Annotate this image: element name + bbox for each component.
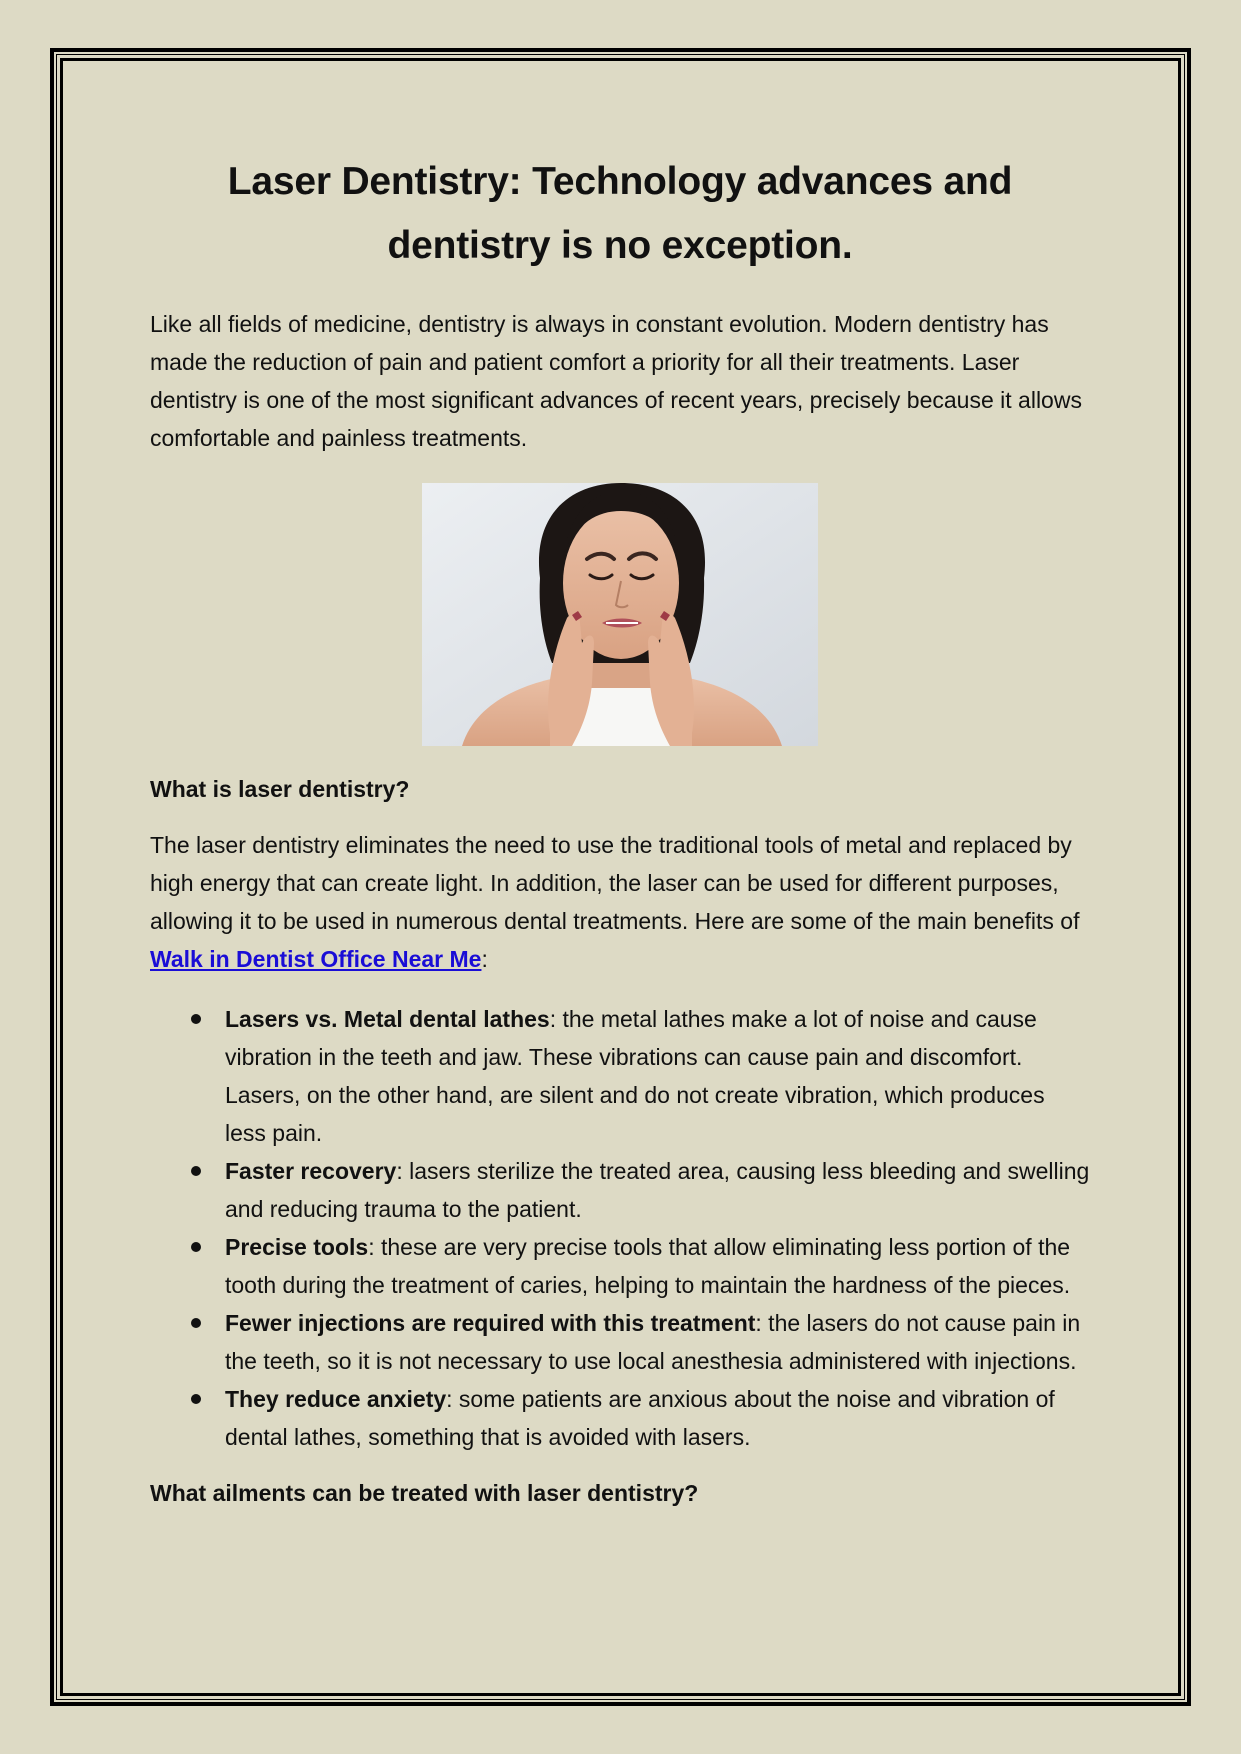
list-item — [225, 1228, 1090, 1304]
benefit-term: Faster recovery — [225, 1158, 397, 1184]
list-item — [225, 1152, 1090, 1228]
benefit-text: : the metal lathes make a lot of noise and cause vibration in the teeth and jaw. These vibrations can cause pain and discomfort. Lasers, on the other hand, are silent and do not create vibration, which produces less pain. — [225, 1006, 1045, 1146]
benefit-term: Fewer injections are required with this treatment — [225, 1310, 756, 1336]
paragraph-colon: : — [481, 946, 488, 972]
section-paragraph — [150, 826, 1090, 978]
intro-paragraph: Like all fields of medicine, dentistry is always in constant evolution. Modern dentistry has made the reduction of pain and patient comfort a priority for all their treatments. Laser dentistry is one of the most significant advances of recent years, precisely because it allows comfortable and painless treatments. — [150, 311, 1082, 451]
section-heading-what-is-laser-dentistry: What is laser dentistry? — [150, 776, 410, 802]
woman-toothache-photo — [422, 483, 818, 746]
benefit-term: Precise tools — [225, 1234, 369, 1260]
walk-in-dentist-link[interactable]: Walk in Dentist Office Near Me — [150, 946, 482, 972]
list-item — [225, 1380, 1090, 1456]
benefit-text: : lasers sterilize the treated area, causing less bleeding and swelling and reducing trauma to the patient. — [225, 1158, 1090, 1222]
benefit-term: They reduce anxiety — [225, 1386, 447, 1412]
benefit-text: : these are very precise tools that allow eliminating less portion of the tooth during the treatment of caries, helping to maintain the hardness of the pieces. — [225, 1234, 1071, 1298]
benefit-term: Lasers vs. Metal dental lathes — [225, 1006, 550, 1032]
document-title: Laser Dentistry: Technology advances and dentistry is no exception. — [227, 160, 1013, 267]
document-content — [150, 150, 1090, 1512]
list-item — [225, 1304, 1090, 1380]
benefit-text: : some patients are anxious about the noise and vibration of dental lathes, something that is avoided with lasers. — [225, 1386, 1055, 1450]
benefit-text: : the lasers do not cause pain in the teeth, so it is not necessary to use local anesthesia administered with injections. — [225, 1310, 1081, 1374]
paragraph-text: The laser dentistry eliminates the need to use the traditional tools of metal and replaced by high energy that can create light. In addition, the laser can be used for different purposes, allowing it to be used in numerous dental treatments. Here are some of the main benefits of — [150, 832, 1080, 934]
benefits-list — [150, 1000, 1090, 1456]
list-item — [225, 1000, 1090, 1152]
section-heading-ailments: What ailments can be treated with laser dentistry? — [150, 1480, 699, 1506]
